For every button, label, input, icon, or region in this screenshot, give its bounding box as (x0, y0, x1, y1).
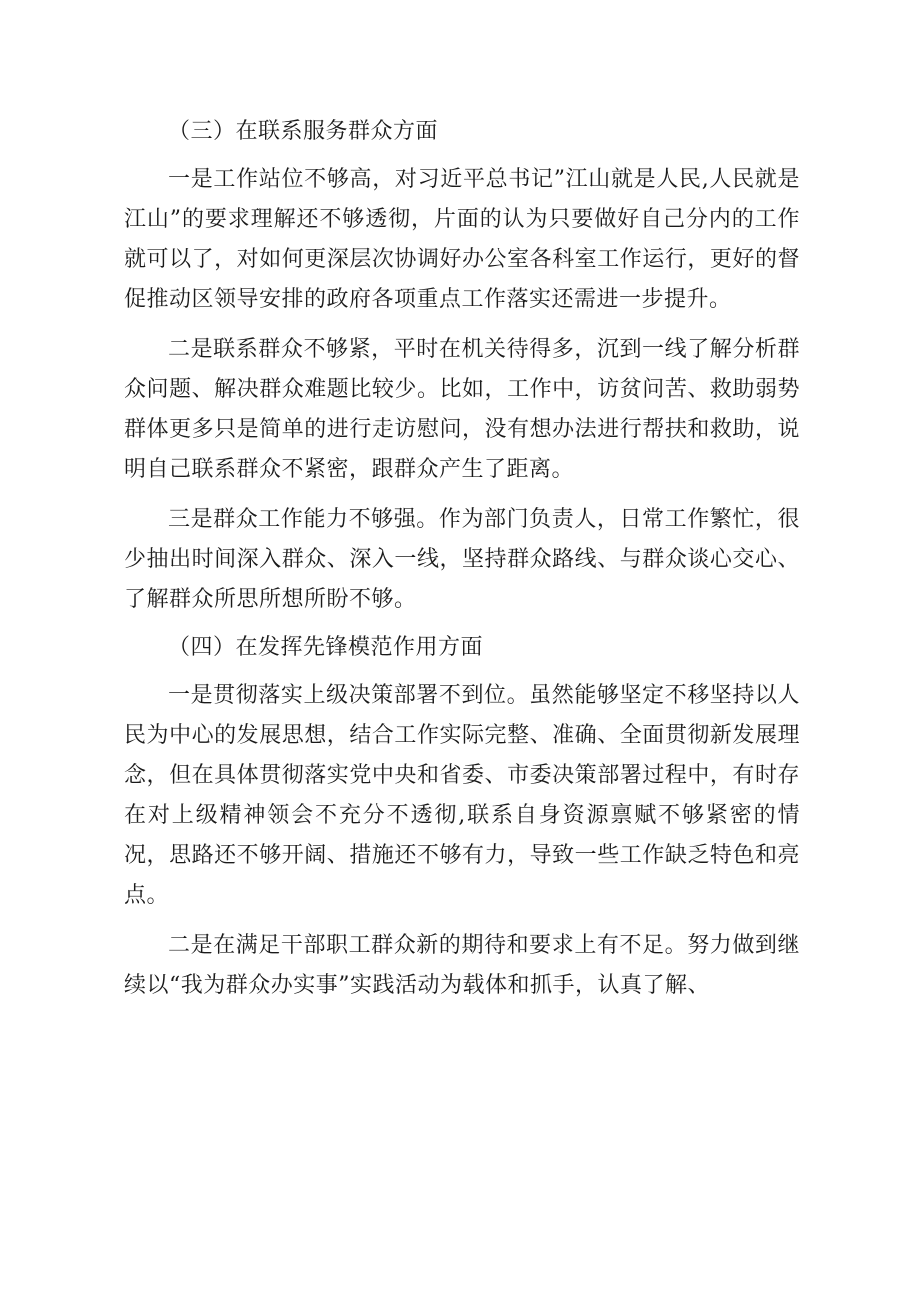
paragraph-3-1: 一是工作站位不够高，对习近平总书记”江山就是人民,人民就是江山”的要求理解还不够透彻，片面的认为只要做好自己分内的工作就可以了，对如何更深层次协调好办公室各科室工作运行，更好的督促推动区领导安排的政府各项重点工作落实还需进一步提升。 (124, 167, 800, 312)
paragraph-4-2: 二是在满足干部职工群众新的期待和要求上有不足。努力做到继续以“我为群众办实事”实践活动为载体和抓手，认真了解、 (124, 933, 800, 998)
section-heading-3: （三）在联系服务群众方面 (168, 119, 439, 144)
paragraph-3-2: 二是联系群众不够紧，平时在机关待得多，沉到一线了解分析群众问题、解决群众难题比较少。比如，工作中，访贫问苦、救助弱势群体更多只是简单的进行走访慰问，没有想办法进行帮扶和救助，说明自己联系群众不紧密，跟群众产生了距离。 (124, 337, 800, 482)
paragraph-4-1: 一是贯彻落实上级决策部署不到位。虽然能够坚定不移坚持以人民为中心的发展思想，结合工作实际完整、准确、全面贯彻新发展理念，但在具体贯彻落实党中央和省委、市委决策部署过程中，有时存在对上级精神领会不充分不透彻,联系自身资源禀赋不够紧密的情况，思路还不够开阔、措施还不够有力，导致一些工作缺乏特色和亮点。 (124, 683, 800, 908)
paragraph-3-3: 三是群众工作能力不够强。作为部门负责人，日常工作繁忙，很少抽出时间深入群众、深入一线，坚持群众路线、与群众谈心交心、了解群众所思所想所盼不够。 (124, 507, 800, 612)
document-body (124, 112, 800, 1006)
section-heading-4: （四）在发挥先锋模范作用方面 (168, 635, 484, 660)
